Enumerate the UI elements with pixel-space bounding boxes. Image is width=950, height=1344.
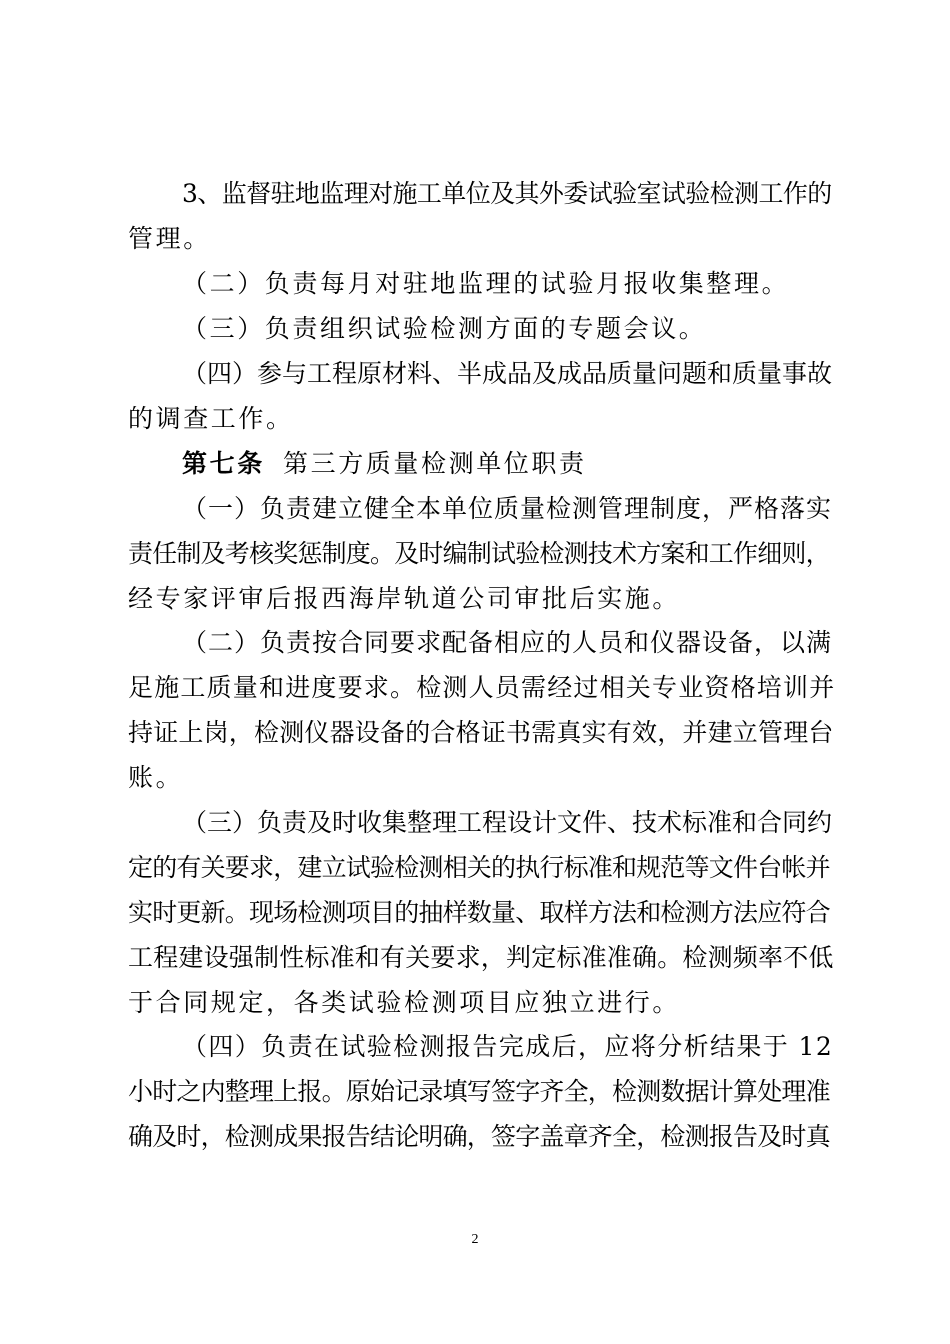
text-line: 持证上岗，检测仪器设备的合格证书需真实有效，并建立管理台 — [128, 718, 834, 747]
article-title: 第三方质量检测单位职责 — [283, 449, 587, 478]
page-number: 2 — [471, 1232, 479, 1247]
text-line: （二）负责按合同要求配备相应的人员和仪器设备，以满 — [182, 628, 833, 657]
text-line: 经专家评审后报西海岸轨道公司审批后实施。 — [128, 584, 681, 613]
text-line: 足施工质量和进度要求。检测人员需经过相关专业资格培训并 — [128, 673, 836, 702]
text-line: 定的有关要求，建立试验检测相关的执行标准和规范等文件台帐并 — [128, 853, 830, 882]
text-line: （二）负责每月对驻地监理的试验月报收集整理。 — [182, 269, 790, 298]
text-line: （三）负责及时收集整理工程设计文件、技术标准和合同约 — [182, 808, 833, 837]
text-line: 实时更新。现场检测项目的抽样数量、取样方法和检测方法应符合 — [128, 898, 830, 927]
text-line: （四）参与工程原材料、半成品及成品质量问题和质量事故 — [182, 359, 833, 388]
text-line: 工程建设强制性标准和有关要求，判定标准准确。检测频率不低 — [128, 943, 834, 972]
text-line: （一）负责建立健全本单位质量检测管理制度，严格落实 — [182, 494, 833, 523]
text-line: 管理。 — [128, 224, 211, 253]
text-line: 3、监督驻地监理对施工单位及其外委试验室试验检测工作的 — [182, 179, 832, 208]
text-line: （四）负责在试验检测报告完成后，应将分析结果于 12 — [182, 1032, 834, 1061]
text-line: 确及时，检测成果报告结论明确，签字盖章齐全，检测报告及时真 — [128, 1122, 830, 1151]
article-heading: 第七条 — [182, 449, 265, 478]
text-line: 的调查工作。 — [128, 404, 294, 433]
text-line: 于合同规定，各类试验检测项目应独立进行。 — [128, 988, 681, 1017]
text-line: （三）负责组织试验检测方面的专题会议。 — [182, 314, 707, 343]
text-line: 账。 — [128, 763, 184, 792]
text-line: 小时之内整理上报。原始记录填写签字齐全，检测数据计算处理准 — [128, 1077, 830, 1106]
text-line: 责任制及考核奖惩制度。及时编制试验检测技术方案和工作细则， — [128, 539, 830, 568]
